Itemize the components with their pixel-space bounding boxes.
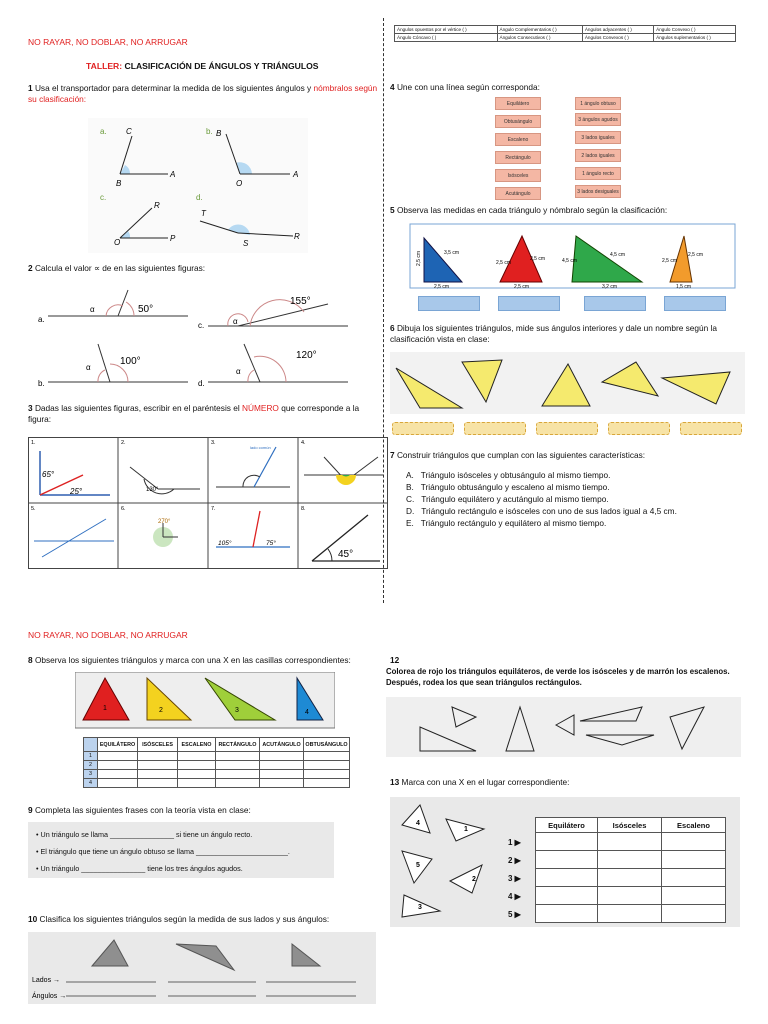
question-1 <box>28 83 380 105</box>
column-divider <box>383 18 384 603</box>
angle-types-table <box>394 25 736 42</box>
q2-alpha-d: α <box>236 367 241 376</box>
table-header <box>536 818 726 833</box>
table-cell: Ángulos Consecutivos ( ) <box>497 34 582 42</box>
q3-angle-45: 45° <box>338 549 354 560</box>
q3-cell-1: 1. <box>31 440 36 446</box>
q2-angle-b: 100° <box>120 356 141 367</box>
q4-text: Une con una línea según corresponda: <box>396 82 540 92</box>
table-header-cell: ESCALENO <box>178 738 216 752</box>
q4-right-item: 2 lados iguales <box>575 149 621 162</box>
q1-point-o: O <box>236 179 243 188</box>
table-row: 1 <box>84 752 350 761</box>
table-row <box>536 851 726 869</box>
q3-angle-75: 75° <box>266 540 276 547</box>
q3-lado-comun: lado común <box>250 445 271 450</box>
q1-point-t: T <box>201 209 206 218</box>
q3-angle-105: 105° <box>218 540 232 547</box>
q5-measure: 3,5 cm <box>444 250 460 256</box>
question-6 <box>390 323 750 345</box>
table-header-cell: Equilátero <box>536 818 598 833</box>
q5-triangles <box>392 222 742 317</box>
q8-svg <box>75 672 335 732</box>
worksheet-title <box>86 61 319 71</box>
q1-red-text: nómbralos según su clasificación: <box>28 83 378 104</box>
q6-triangles <box>390 352 745 442</box>
table-header-cell: ACUTÁNGULO <box>260 738 304 752</box>
q7-number: 7 <box>390 450 395 460</box>
q13-number: 13 <box>390 777 400 787</box>
table-header-cell: ISÓSCELES <box>138 738 178 752</box>
q9-text: Completa las siguientes frases con la teoría vista en clase: <box>34 805 251 815</box>
q1-point-b2: B <box>216 129 222 138</box>
q3-cell-2: 2. <box>121 440 126 446</box>
q12-triangles <box>386 697 741 757</box>
q4-left-item: Acutángulo <box>495 187 541 200</box>
q1-point-a: A <box>170 170 176 179</box>
q2-alpha-a: α <box>90 305 95 314</box>
q2-angle-a: 50° <box>138 304 154 315</box>
q8-tri-label: 1 <box>103 705 107 712</box>
q10-row-label: Ángulos → <box>32 993 67 1000</box>
q6-answer-box[interactable] <box>464 422 526 435</box>
table-cell: Ángulos Convexos ( ) <box>582 34 653 42</box>
q3-angle-25: 25° <box>70 487 83 496</box>
q8-tri-label: 4 <box>305 709 309 716</box>
q8-tri-label: 2 <box>159 707 163 714</box>
table-row <box>536 833 726 851</box>
q4-left-item: Rectángulo <box>495 151 541 164</box>
q3-angle-65: 65° <box>42 470 55 479</box>
q4-left-item: Obtusángulo <box>495 115 541 128</box>
q5-measure: 4,5 cm <box>610 252 626 258</box>
table-header <box>84 738 350 752</box>
table-cell: Ángulo Convexo ( ) <box>654 26 736 34</box>
table-cell: Ángulo Cóncavo ( ) <box>395 34 498 42</box>
title-prefix: TALLER: <box>86 61 123 71</box>
q5-answer-box[interactable] <box>418 296 480 311</box>
q4-left-item: Escaleno <box>495 133 541 146</box>
q12-line1: Colorea de rojo los triángulos equiláteros, de verde los isósceles y de marrón los escalenos. <box>386 667 730 676</box>
q10-row-label: Lados → <box>32 977 61 984</box>
q2-label-d: d. <box>198 379 205 388</box>
q3-cell-5: 5. <box>31 506 36 512</box>
q9-frase: • Un triángulo ________________ tiene los tres ángulos agudos. <box>36 864 243 873</box>
q6-text: Dibuja los siguientes triángulos, mide sus ángulos interiores y dale un nombre según la clasificación vista en clase: <box>390 323 718 344</box>
question-7 <box>390 450 645 461</box>
q6-answer-box[interactable] <box>392 422 454 435</box>
q9-frase: • Un triángulo se llama ________________ si tiene un ángulo recto. <box>36 830 253 839</box>
table-corner <box>84 738 98 752</box>
q3-cell-6: 6. <box>121 506 126 512</box>
q8-tri-label: 3 <box>235 707 239 714</box>
q8-table <box>83 737 350 788</box>
q1-point-p: P <box>170 234 176 243</box>
q2-alpha-c: α <box>233 317 238 326</box>
q1-label-b: b. <box>206 127 213 136</box>
q6-number: 6 <box>390 323 395 333</box>
q1-point-a2: A <box>293 170 299 179</box>
q2-text: Calcula el valor ∝ de en las siguientes figuras: <box>34 263 206 273</box>
q4-right-item: 3 lados desiguales <box>575 185 621 198</box>
q4-left-item: Isósceles <box>495 169 541 182</box>
q4-right-item: 3 ángulos agudos <box>575 113 621 126</box>
q10-text: Clasifica los siguientes triángulos según la medida de sus lados y sus ángulos: <box>39 914 330 924</box>
q5-number: 5 <box>390 205 395 215</box>
q2-angle-c: 155° <box>290 296 311 307</box>
q1-point-r2: R <box>294 232 300 241</box>
q13-svg <box>390 797 510 927</box>
q5-answer-box[interactable] <box>584 296 646 311</box>
table-header-cell: Escaleno <box>662 818 726 833</box>
question-12 <box>386 666 741 688</box>
table-cell: Ángulos adyacentes ( ) <box>582 26 653 34</box>
q2-label-a: a. <box>38 315 45 324</box>
q1-point-c: C <box>126 127 132 136</box>
q2-svg <box>28 282 368 392</box>
q3-cell-7: 7. <box>211 506 216 512</box>
q13-row-label: 3 ▶ <box>508 874 521 883</box>
q8-text: Observa los siguientes triángulos y marca con una X en las casillas correspondientes: <box>34 655 351 665</box>
q3-cell-8: 8. <box>301 506 306 512</box>
q5-text: Observa las medidas en cada triángulo y nómbralo según la clasificación: <box>396 205 668 215</box>
table-header-cell: Isósceles <box>598 818 662 833</box>
question-9 <box>28 805 251 816</box>
q1-angles-figure <box>88 118 308 253</box>
q1-point-b: B <box>116 179 122 188</box>
q5-measure: 2,5 cm <box>434 284 450 290</box>
table-header-cell: RECTÁNGULO <box>216 738 260 752</box>
q1-label-a: a. <box>100 127 107 136</box>
list-item: D. Triángulo rectángulo e isósceles con uno de sus lados igual a 4,5 cm. <box>406 506 677 516</box>
q5-measure: 3,2 cm <box>602 284 618 290</box>
q2-number: 2 <box>28 263 33 273</box>
q5-answer-box[interactable] <box>664 296 726 311</box>
q3-angle-270: 270° <box>158 519 171 525</box>
q2-alpha-b: α <box>86 363 91 372</box>
q6-answer-box[interactable] <box>680 422 742 435</box>
q13-row-label: 2 ▶ <box>508 856 521 865</box>
q10-number: 10 <box>28 914 38 924</box>
q1-point-o2: O <box>114 238 121 247</box>
q3-text2: que corresponde a la figura: <box>28 403 360 424</box>
table-header-cell: OBTUSÁNGULO <box>304 738 350 752</box>
q5-measure: 1,5 cm <box>676 284 692 290</box>
table-header-cell: EQUILÁTERO <box>98 738 138 752</box>
q1-label-c: c. <box>100 193 107 202</box>
question-10 <box>28 914 329 925</box>
warning-text: NO RAYAR, NO DOBLAR, NO ARRUGAR <box>28 37 188 47</box>
table-cell: Ángulo Complementarios ( ) <box>497 26 582 34</box>
q3-cell-3: 3. <box>211 440 216 446</box>
q1-label-d: d. <box>196 193 203 202</box>
table-row <box>536 905 726 923</box>
q13-tri-label: 2 <box>472 876 476 883</box>
q6-answer-box[interactable] <box>536 422 598 435</box>
q1-text: Usa el transportador para determinar la medida de los siguientes ángulos y <box>34 83 312 93</box>
q5-measure: 4,5 cm <box>562 258 578 264</box>
q3-cell-4: 4. <box>301 440 306 446</box>
title-text: CLASIFICACIÓN DE ÁNGULOS Y TRIÁNGULOS <box>124 61 319 71</box>
question-13 <box>390 777 569 788</box>
table-row <box>536 869 726 887</box>
q2-label-b: b. <box>38 379 45 388</box>
q3-red-text: NÚMERO <box>242 403 279 413</box>
table-row: 3 <box>84 770 350 779</box>
q5-answer-box[interactable] <box>498 296 560 311</box>
q9-number: 9 <box>28 805 33 815</box>
table-row <box>536 887 726 905</box>
q5-measure: 2,5 cm <box>496 260 512 266</box>
q1-number: 1 <box>28 83 33 93</box>
q12-svg <box>386 697 741 757</box>
q3-figure-grid <box>28 437 388 569</box>
list-item: E. Triángulo rectángulo y equilátero al mismo tiempo. <box>406 518 607 528</box>
question-2 <box>28 263 205 274</box>
q1-angles-svg <box>88 118 308 253</box>
q4-right-item: 1 ángulo recto <box>575 167 621 180</box>
q4-right-item: 3 lados iguales <box>575 131 621 144</box>
q12-line2: Después, rodea los que sean triángulos rectángulos. <box>386 678 582 687</box>
q9-panel <box>28 822 334 878</box>
q4-matching <box>495 97 645 201</box>
q2-label-c: c. <box>198 321 205 330</box>
question-8 <box>28 655 351 666</box>
q13-text: Marca con una X en el lugar correspondiente: <box>401 777 570 787</box>
q8-number: 8 <box>28 655 33 665</box>
list-item: C. Triángulo equilátero y acutángulo al mismo tiempo. <box>406 494 609 504</box>
q5-measure: 2,5 cm <box>514 284 530 290</box>
q7-list <box>406 470 746 540</box>
q13-panel <box>390 797 740 927</box>
q13-row-labels <box>508 834 521 924</box>
question-3 <box>28 403 380 425</box>
q8-triangles <box>75 672 335 732</box>
q10-svg <box>28 932 376 1004</box>
q13-row-label: 5 ▶ <box>508 910 521 919</box>
q5-measure: 2,5 cm <box>530 256 546 262</box>
q1-point-s: S <box>243 239 249 248</box>
table-row <box>395 26 736 34</box>
q10-panel <box>28 932 376 1004</box>
q3-number: 3 <box>28 403 33 413</box>
table-cell: Ángulos opuestos por el vértice ( ) <box>395 26 498 34</box>
q4-number: 4 <box>390 82 395 92</box>
q3-svg <box>28 437 388 569</box>
list-item: B. Triángulo obtusángulo y escaleno al mismo tiempo. <box>406 482 610 492</box>
q5-measure: 2,5 cm <box>662 258 678 264</box>
table-row: 2 <box>84 761 350 770</box>
q4-right-item: 1 ángulo obtuso <box>575 97 621 110</box>
question-5 <box>390 205 667 216</box>
q3-angle-130: 130° <box>146 487 159 493</box>
q3-text: Dadas las siguientes figuras, escribir en el paréntesis el <box>34 403 240 413</box>
q13-table <box>535 817 726 923</box>
q13-tri-label: 4 <box>416 820 420 827</box>
q4-left-item: Equilátero <box>495 97 541 110</box>
q2-angle-d: 120° <box>296 350 317 361</box>
q5-measure: 2,5 cm <box>688 252 704 258</box>
question-4 <box>390 82 540 93</box>
q2-figures <box>28 282 368 392</box>
q7-text: Construir triángulos que cumplan con las siguientes características: <box>396 450 646 460</box>
q5-measure: 2,5 cm <box>416 250 422 266</box>
table-cell: Ángulos suplementarios ( ) <box>654 34 736 42</box>
q6-answer-box[interactable] <box>608 422 670 435</box>
warning-text-2: NO RAYAR, NO DOBLAR, NO ARRUGAR <box>28 630 188 640</box>
q1-point-r: R <box>154 201 160 210</box>
table-row <box>395 34 736 42</box>
q13-tri-label: 5 <box>416 862 420 869</box>
q6-svg <box>390 352 745 414</box>
list-item: A. Triángulo isósceles y obtusángulo al mismo tiempo. <box>406 470 611 480</box>
q13-row-label: 1 ▶ <box>508 838 521 847</box>
q13-tri-label: 1 <box>464 826 468 833</box>
q13-tri-label: 3 <box>418 904 422 911</box>
q13-row-label: 4 ▶ <box>508 892 521 901</box>
q9-frase: • El triángulo que tiene un ángulo obtuso se llama _______________________. <box>36 847 290 856</box>
q12-number: 12 <box>390 655 400 665</box>
table-row: 4 <box>84 779 350 788</box>
